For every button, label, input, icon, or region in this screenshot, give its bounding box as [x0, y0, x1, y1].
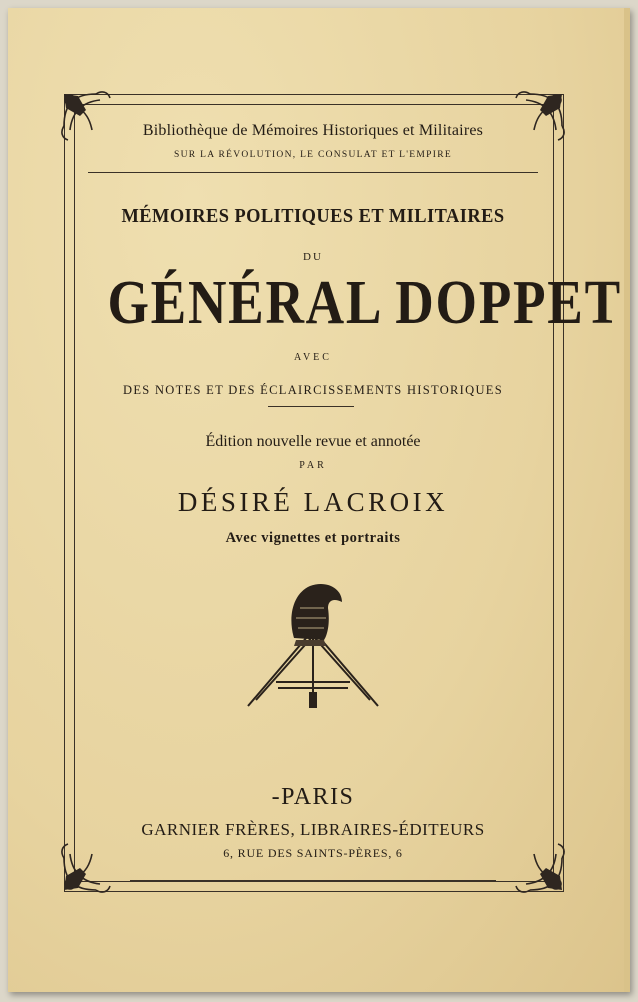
publisher: GARNIER FRÈRES, LIBRAIRES-ÉDITEURS: [141, 820, 485, 839]
header-rule-bottom: [88, 172, 538, 173]
footer-rule-bottom: [130, 880, 496, 881]
title-notes: DES NOTES ET DES ÉCLAIRCISSEMENTS HISTORIQUES: [123, 383, 503, 397]
floral-corner-icon: [500, 86, 570, 156]
title-prefix: MÉMOIRES POLITIQUES ET MILITAIRES: [121, 205, 505, 227]
edition-note: Édition nouvelle revue et annotée: [205, 433, 421, 450]
series-title: Bibliothèque de Mémoires Historiques et Militaires: [142, 122, 484, 139]
author-name: DÉSIRÉ LACROIX: [177, 487, 449, 517]
floral-corner-icon: [56, 86, 126, 156]
title-du: DU: [303, 251, 323, 263]
series-subtitle: SUR LA RÉVOLUTION, LE CONSULAT ET L'EMPIRE: [174, 150, 452, 160]
title-avec: AVEC: [294, 352, 332, 363]
title-main: GÉNÉRAL DOPPET: [107, 269, 622, 337]
par-label: PAR: [299, 460, 327, 471]
illustrations-note: Avec vignettes et portraits: [225, 530, 401, 546]
publisher-address: 6, RUE DES SAINTS-PÈRES, 6: [223, 846, 403, 860]
phrygian-cap-level-icon: [238, 578, 388, 718]
city: -PARIS: [271, 784, 355, 810]
title-underline: [268, 406, 354, 407]
header-rule-top: [130, 104, 496, 105]
